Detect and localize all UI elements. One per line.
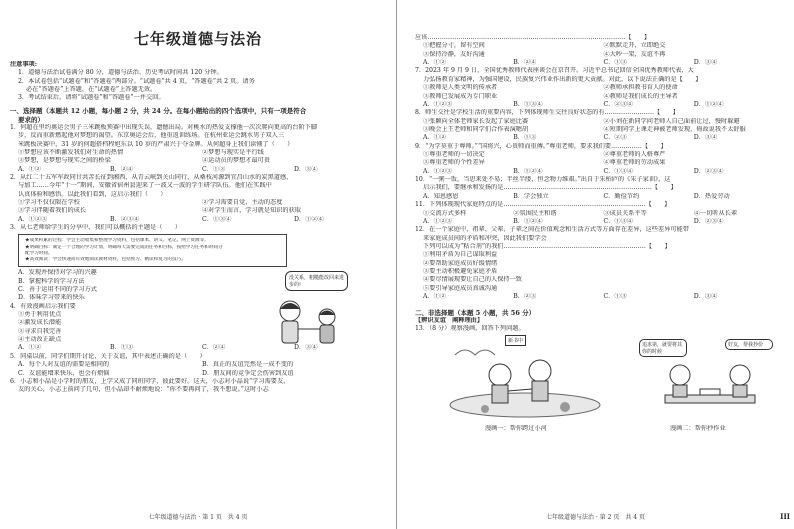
options [415,126,784,134]
answer: D．热爱劳动 [693,192,730,200]
answer: D．②③④ [693,217,724,225]
option: ①把握分寸，留有空间 [423,42,485,50]
answer: A．①②③ [423,167,453,175]
answers [415,293,784,301]
answer: C．②④ [202,344,226,352]
option: B．真正的友谊完然是一成不变的 [202,361,294,369]
page-title: 七年级道德与法治 [133,30,262,48]
option: ①交流方式多样 [423,209,467,217]
question-12: 下列可以成为“粘合剂”的我们……………………………………………………………【 】 [423,242,671,250]
options [415,159,784,167]
options [10,361,386,369]
question-1: 米跳板决赛中，31 岁的何超搭档程旭东以 10 岁的严肃兴于夺金牌。从何超身上我们读懂了（ ） [18,140,294,148]
options [415,118,784,126]
answer: C．①③ [202,165,226,173]
answer: C．①③ [603,293,627,301]
question-10: 10．“一粥一饭，当思来处不易；半丝半缕，恒念物力维艰。”出自于朱柏庐的《朱子家训》，这 [415,176,671,184]
note-line: 1．道德与法治试卷满分 80 分，道德与法治、历史考试时间共 120 分钟。 [18,69,223,77]
answer: D．③④ [693,59,718,67]
note-line: 3．考试结束后，请将“试题卷”和“答题卷”一并交回。 [18,94,165,102]
option: ②学习需要自觉，主动的态度 [202,199,283,207]
teacher-share-box [18,234,287,267]
box-line: ★高效阅读：学会快速而有效地阅读教材资料，包括预习、精读和复习的技巧。 [25,257,186,263]
answers [415,101,784,109]
question-6: 6．小志和小晶是小学时的朋友，上学又成了同班同学，彼此要好。这天，小志对小晶说“学习需要友， [10,377,290,385]
answers [415,193,784,201]
answer: A．①② [423,134,447,142]
question-13: 13．（8 分）观察漫画，回答下列问题。 [415,324,525,332]
answers [10,166,386,174]
speech-bubble: 没关系，粗糙能改回来进步的! [285,271,348,291]
answer: B．②④ [110,165,134,173]
option: ①张颖向全体老师家长发起了家庭比赛 [423,117,529,125]
question-4: 4．有效漫画启示我们要 [10,302,76,310]
option: ③尊重老师的个性差异 [423,159,485,167]
answer: C．①③④ [603,217,633,225]
option: D．体味学习带来的快乐 [18,294,85,302]
answer: A．①② [423,293,447,301]
answer: C．②③ [603,134,627,142]
option: ②默默走开，立即绝交 [603,42,666,50]
speech-bubble-b: 好友，帮我抄份 [725,339,773,350]
speech-bubble-a: 追求第，就要将其你的时候 [639,339,687,357]
option: ⑤要引导家庭成员真诚沟通 [423,284,498,292]
option: ③晚会上王老师和同学们合作表演嗯胡 [423,125,529,133]
comic-two [635,335,785,423]
answer: A．知恩感恩 [423,192,459,200]
answer: B．①③ [513,134,537,142]
answers [415,59,784,67]
answers [415,218,784,226]
option: ①勇于利用优点 [18,311,62,319]
question-8: 8．师生交往是学校生活的重要内容，下列体现师生交往良好状态的有……………………【 】 [415,109,679,117]
question-12: 12．在一个家庭中，祖辈、父辈、子辈之间在价值观念和生活方式等方面存在差异，这些差异可能带 [415,226,689,234]
question-9: 9．“为学莫重于尊师。”“国将兴，心贵师而重傅。”尊重老师，要求我们要……………【 】 [415,142,667,150]
option: ④短期同学上课走神被老师发现，倚故说我不太舒服 [603,125,746,133]
options [415,151,784,159]
comics-area [415,335,784,435]
question-2: 2．从红二十五军军政同甘共苦长征到湘西，从青云峡到关山同行，从桑枝河源到宜昌山水的炭黑道感， [10,173,293,181]
answer: B．②④ [513,59,537,67]
box-line: ★明确目标：制定一个合理的学习计划，明确每天需要完成的任务和目标，按照学习任务和时间分 [25,244,223,250]
answer: A．①② [423,59,447,67]
section-heading-cont: 要求的） [18,115,44,124]
cartoon-kids [255,271,365,351]
note-line: 必在“答题卷”上答题，在“试题卷”上答题无效。 [26,86,157,94]
question-6-cont: 应该……………………………………………………………………………………【 】 [415,34,651,41]
option: ①学习不仅仅限在学校 [18,199,80,207]
option: ④大吵一架，友谊不再 [603,50,666,58]
option: ③教师已发展成为专门职业 [423,92,498,100]
notes-heading: 注意事项: [10,61,38,68]
answer: C．①③ [603,59,627,67]
question-5: 5．同桌以前，同学们期开讨论，关于友谊，其中表述正确的是（ ） [10,352,206,360]
option: A．每个人对友谊的需要是相同的 [18,361,110,369]
section-heading: 一、选择题（本题共 12 小题，每小题 2 分，共 24 分。在每小题给出的四个选项中，只有一项是符合 [10,106,307,115]
option: ①利用矛盾为自己谋取利益 [423,251,498,259]
answer: D．③④ [294,344,318,352]
question-3: 3．从七老师给学生的分享中，我们可以概括的主题是（ ） [10,224,181,232]
option: ④运动员的梦想才最可贵 [202,157,271,165]
option: ④一切听从长辈 [693,209,738,217]
options [415,51,784,59]
question-7: 力弘扬教育家精神，为强国建设，民族复兴伟业作出新的更大贡献。对此，以下说法正确的是【 】 [423,75,702,83]
options [415,84,784,92]
option: ④主动改正缺点 [18,336,62,344]
answer: D．③④ [693,134,718,142]
question-1: 步，反而重新燃起他对梦想的渴望。东京奥运会后，他重返训练场。在杭州亚运会跳水男子双人三 [18,132,285,140]
options [10,370,386,378]
section-heading: 二、非选择题（本题 5 小题，共 56 分） [415,308,536,317]
answer: B．①③ [110,344,134,352]
answer: C．①③④ [202,215,232,223]
answer: C．①③④ [603,167,633,175]
option: C．友谊能增来快乐，也会有烦恼 [18,369,110,377]
answer: A．①②③ [423,217,453,225]
option: ④尊重老师的劳动成果 [603,159,666,167]
options [10,199,386,207]
answer: B．①③④ [513,100,543,108]
answer: B．②③④ [110,215,140,223]
option: D．朋友间的竞争定会伤害到友谊 [202,369,294,377]
question-12: 来家庭成员间的矛盾和冲突，因此我们要学会 [423,234,547,242]
option: C．善于运用不同的学习方式 [18,285,97,293]
note-line: 2．本试卷包括“试题卷”和“答题卷”两部分。“试题卷”共 4 页，“答题卷”共 2 页。请务 [18,77,255,85]
option: ③梦想，是梦想与现实之间的桥梁 [18,157,111,165]
option: ②氛围民主和谐 [513,209,557,217]
answer: C．勤俭节约 [603,192,640,200]
answer: A．①②③ [423,100,453,108]
answer: B．学会独立 [513,192,549,200]
answer: D．①②④ [693,100,724,108]
answer: A．①②③ [18,215,48,223]
options [415,93,784,101]
comic-one-illustration [445,335,605,423]
option: ③保持冷静，友好沟通 [423,50,485,58]
answer: D．③④ [693,293,718,301]
right-page [397,0,794,529]
option: A．发现并保持对学习的兴趣 [18,269,97,277]
answer: D．①②④ [294,215,324,223]
answer: B．①②④ [513,167,543,175]
answers [415,134,784,142]
option: ④要尽情展现要让自己的人保持一致 [423,276,522,284]
question-7: 7．2023 年 9 月 9 日，全国优秀教师代表座谈会在京召开。习近平总书记回信全国优秀教师代表，大 [415,67,694,75]
question-6: 友的关心，小志上前问了几句，但小晶却不耐烦地说：“你不要再问了，我不想说。”这时小志 [18,386,269,394]
caption-two: 漫画二：帮你抄作业 [670,425,726,433]
question-2: 认真体验和感悟。以此我们看到，这启示我们（ ） [18,190,167,198]
options [10,207,386,215]
question-1: 1．何超在里约奥运会男子三米跳板预赛中出现失误，遗憾出局。对桃水的热爱支撑他一次次爬向更高的台阶下脚 [10,123,318,131]
question-11: 11．下列体现现代家庭特点的是……………………………………………………………【 】 [415,201,671,209]
option: ③寻求自我完善 [18,327,62,335]
options [415,42,784,50]
option: ③学习伴随着我们的成长 [18,207,87,215]
answers [415,168,784,176]
option: ②教师承担教书育人的使命 [603,84,678,92]
option: ②激发成长潜能 [18,319,62,327]
option: ④教师是我们成长的主导者 [603,92,678,100]
option: ①梦想应该不断激发我们对生命的热情 [18,148,124,156]
answer: B．①②④ [513,217,543,225]
option: ③成员关系平等 [603,209,647,217]
option: ②梦想与现实是平行线 [202,148,264,156]
sign-label: 新书中 [505,335,526,346]
box-line: ★成果积累的过程：学会主动收集和整理学习资料，包括课本、讲义、笔记、网上资源等。 [25,238,209,244]
answer: B．②③ [513,293,537,301]
option: ①尊重老师的一切决定 [423,151,485,159]
option: ②要帮助家庭成员好缓情绪 [423,259,498,267]
option: ①教师是人类文明的传承者 [423,84,498,92]
page-footer: 七年级道德与法治 · 第 2 页 共 4 页 [546,514,645,521]
answers [10,216,386,224]
answer: A．①② [18,344,42,352]
comic-one [445,335,605,423]
options [10,149,386,157]
caption-one: 漫画一：帮你跨过小河 [485,425,547,433]
question-10: 启示我们，要继承和发扬的是………………………………………………………………【 】 [423,184,677,192]
question-2: 与加工……今年“十一”期间，安徽省宿州县迎来了一波又一波的学生研学队伍。他们在实践中 [18,182,272,190]
subsection-heading: 【辨识友谊 阐释理由】 [415,316,484,324]
option: B．掌握科学的学习方法 [18,277,85,285]
option: ④对学生而言，学习就是知识的获取 [202,207,301,215]
box-line: 配学习时间。 [25,250,53,256]
options [415,210,784,218]
answer: A．①② [18,165,42,173]
option: ②尊重老师的人格尊严 [603,151,666,159]
answer: D．③④ [294,165,318,173]
option: ②小刘在新同学问老师人自己面前让过，慢时躲避 [603,117,740,125]
page-footer: 七年级道德与法治 · 第 1 页 共 4 页 [148,514,248,521]
answer: D．②③④ [693,167,724,175]
option: ③要主动积极避免家庭矛盾 [423,268,498,276]
options [10,157,386,165]
answer: C．②③④ [603,100,633,108]
corner-mark: III [780,512,790,521]
